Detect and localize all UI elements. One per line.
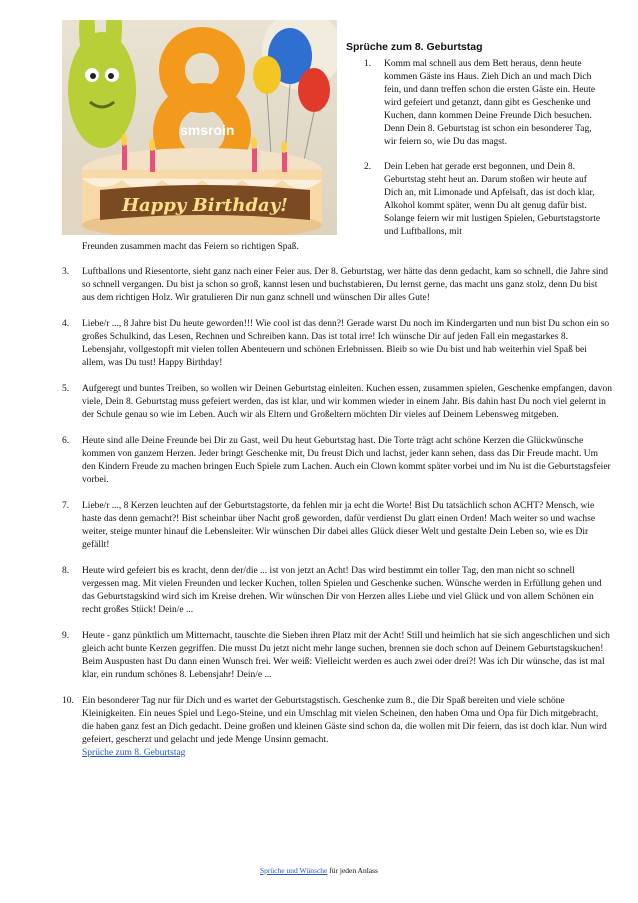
list-item [62, 435, 612, 487]
item-text: Heute wird gefeiert bis es kracht, denn der/die ... ist von jetzt an Acht! Das wird bestimmt ein toller Tag, den man nicht so schnell vergessen mag. Mit vielen Freunden und lecker Kuchen, tollen Spielen und Geschenke suchen. Wünsche werden in Erfüllung gehen und das Geburtstagskind wird sich im Kreise drehen. Wir wünschen Dir von Herzen alles Liebe und viel Glück und von allem Schönen ein recht großes Stück! Dein/e ... [82, 566, 602, 615]
list-item [346, 161, 606, 239]
item-text: Heute - ganz pünktlich um Mitternacht, tauschte die Sieben ihren Platz mit der Acht! Still und heimlich hat sie sich angeschlichen und sich gleich acht bunte Kerzen gegriffen. Die musst Du jetzt nicht mehr lange suchen, brennen sie doch schon auf Deinem Geburtstagskuchen! Beim Auspusten hast Du dann einen Wunsch frei. Wer weiß: Vielleicht werden es auch zwei oder drei?! Was ich Dir wünsche, das ist mal klar, ein rundum schönes 8. Lebensjahr! Dein/e ... [82, 631, 610, 680]
item-text: Aufgeregt und buntes Treiben, so wollen wir Deinen Geburtstag einleiten. Kuchen essen, zusammen spielen, Geschenke empfangen, davon viele, Dein 8. Geburtstag muss gefeiert werden, das ist klar, und wir kommen wieder in einem Jahr. Bis dahin hast Du noch viel gelernt in der Schule genau so wie im Leben. Auch wir als Eltern und Großeltern möchten Dir vieles auf Deinem Lebensweg mitgeben. [82, 384, 613, 420]
item-number: 1. [364, 59, 372, 69]
item-number: 10. [62, 696, 74, 706]
item-number: 6. [62, 436, 70, 446]
item-number: 9. [62, 631, 70, 641]
item-2-continuation: Freunden zusammen macht das Feiern so richtigen Spaß. [82, 242, 299, 252]
footer-text: für jeden Anlass [327, 866, 378, 875]
list-item [62, 500, 612, 552]
list-item [346, 58, 606, 149]
item-number: 5. [62, 384, 70, 394]
list-item [62, 318, 612, 370]
page-title: Sprüche zum 8. Geburtstag [346, 41, 483, 53]
item-number: 8. [62, 566, 70, 576]
list-item [62, 695, 612, 760]
item-text: Heute sind alle Deine Freunde bei Dir zu Gast, weil Du heut Geburtstag hast. Die Torte trägt acht schöne Kerzen die Glückwünsche kommen von ganzem Herzen. Jeder bringt Geschenke mit, Du freust Dich und lachst, jeder kann sehen, dass das Dir Freude macht. Um den Kindern Freude zu machen bringen Euch Spiele zum Lachen. Auch ein Clown kommt später vorbei und im Nu ist die Geburtstagsfeier vorbei. [82, 436, 611, 485]
item-text: Komm mal schnell aus dem Bett heraus, denn heute kommen Gäste ins Haus. Zieh Dich an und mach Dich fein, und dann treffen schon die ersten Gäste ein. Heute wird gefeiert und getanzt, dann gibt es Geschenke und Kuchen, dann kommen Deine Freunde Dich besuchen. Denn Dein 8. Geburtstag ist schon ein besonderer Tag, wir feiern so, wie Du das magst. [384, 59, 596, 147]
page-footer [0, 866, 638, 875]
birthday-cake-illustration [62, 20, 337, 235]
item-number: 4. [62, 319, 70, 329]
logo-text: smsroin [180, 122, 235, 138]
item-number: 2. [364, 162, 372, 172]
item-text: Liebe/r ..., 8 Kerzen leuchten auf der Geburtstagstorte, da fehlen mir ja echt die Worte! Bist Du tatsächlich schon ACHT? Mensch, wie haste das denn gemacht?! Bist scheinbar über Nacht groß geworden, dafür verdienst Du glatt einen Orden! Mach weiter so und wachse weiter, steige munter hinauf die Lebensleiter. Wir wünschen Dir dabei alles Glück dieser Welt und gestalte Dein Leben so, wie es Dir gefällt! [82, 501, 596, 550]
item-text: Luftballons und Riesentorte, sieht ganz nach einer Feier aus. Der 8. Geburtstag, wer hätte das denn gedacht, kam so schnell, die Jahre sind so schnell vergangen. Du bist ja schon so groß, kannst lesen und buchstabieren, Du lernst gerne, das macht uns ganz stolz, denn Du bist aus dem richtigen Holz. Wir gratulieren Dir nun ganz schnell und wünschen Dir alles Gute! [82, 267, 609, 303]
footer-link[interactable]: Sprüche und Wünsche [260, 866, 328, 875]
spruche-link[interactable]: Sprüche zum 8. Geburtstag [82, 748, 186, 758]
main-list [62, 266, 612, 773]
list-item [62, 565, 612, 617]
item-text: Ein besonderer Tag nur für Dich und es wartet der Geburtstagstisch. Geschenke zum 8., die Dir Spaß bereiten und viele schöne Kleinigkeiten. Ein neues Spiel und Lego-Steine, und ein Umschlag mit vielen Scheinen, den haben Oma und Opa für Dich mitgebracht, die haben ganz fest an Dich gedacht. Deine großen und kleinen Gäste sind schon da, die wollen mit Dir feiern, das ist doch klar. Nun wird gefeiert, gescherzt und gelacht und jede Menge Unsinn gemacht. [82, 696, 607, 745]
list-item [62, 266, 612, 305]
rabbit-shape [68, 32, 136, 148]
item-number: 3. [62, 267, 70, 277]
list-item [62, 630, 612, 682]
list-item [62, 383, 612, 422]
top-list [346, 58, 606, 251]
item-text: Liebe/r ..., 8 Jahre bist Du heute geworden!!! Wie cool ist das denn?! Gerade warst Du noch im Kindergarten und nun bist Du schon ein so großes Schulkind, das Lesen, Rechnen und Schreiben kann. Das ist total irre! Ich wünsche Dir auf jeden Fall ein megastarkes 8. Lebensjahr, vollgestopft mit vielen tollen Abenteuern und schönen Erlebnissen. Bleib so wie Du bist und hab weiterhin viel Spaß bei allem, was Du tust! Happy Birthday! [82, 319, 610, 368]
banner-text: Happy Birthday! [121, 195, 289, 216]
item-text: Dein Leben hat gerade erst begonnen, und Dein 8. Geburtstag steht heut an. Darum stoßen wir heute auf Dich an, mit Limonade und Apfelsaft, das ist doch klar, Alkohol kommt später, wenn Du alt genug dafür bist. Solange feiern wir mit lustigen Spielen, Geburtstagstorte und Luftballons, mit [384, 162, 601, 237]
item-number: 7. [62, 501, 70, 511]
